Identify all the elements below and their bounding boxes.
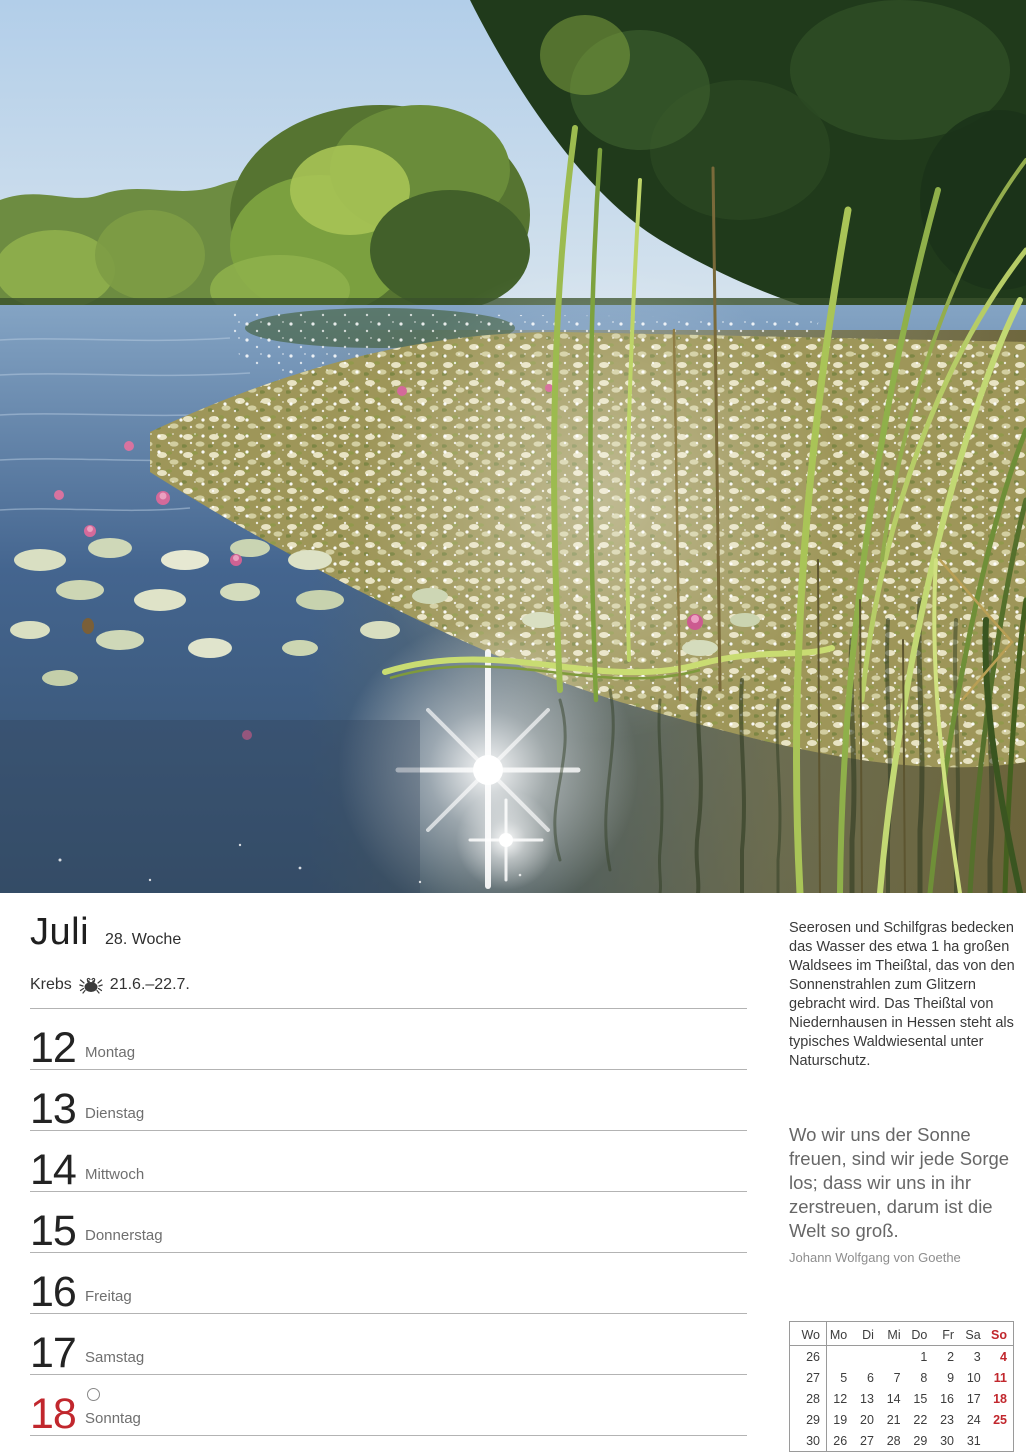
photo-description: Seerosen und Schilfgras bedecken das Wasser des etwa 1 ha großen Waldsees im Theißtal, das von den Sonnenstrahlen zum Glitzern gebracht wird. Das Theißtal von Niedernhausen in Hessen steht als typisches Waldwiesental unter Naturschutz. — [789, 920, 1015, 1069]
quote-text: Wo wir uns der Sonne freuen, sind wir jede Sorge los; dass wir uns in ihr zerstreuen, darum ist die Welt so groß. — [789, 1124, 1010, 1241]
minical-day: 18 — [993, 1391, 1007, 1406]
minical-day: 20 — [860, 1412, 874, 1427]
minical-day: 1 — [920, 1349, 928, 1364]
minical-day: 29 — [913, 1433, 928, 1448]
minical-day — [880, 1346, 907, 1368]
day-number: 14 — [30, 1145, 76, 1194]
minical-day: 22 — [913, 1412, 928, 1427]
minical-day: 6 — [866, 1370, 874, 1385]
minical-header-Sa: Sa — [965, 1327, 981, 1342]
minical-week-30 — [790, 1430, 1014, 1452]
day-name: Dienstag — [85, 1105, 145, 1122]
full-moon-icon — [87, 1388, 100, 1401]
minical-weeknumber: 28 — [790, 1388, 827, 1409]
minical-day: 4 — [1000, 1349, 1007, 1364]
minical-day: 5 — [840, 1370, 848, 1385]
minical-day: 16 — [940, 1391, 955, 1406]
minical-day: 14 — [886, 1391, 901, 1406]
minical-day: 11 — [993, 1370, 1007, 1385]
minical-day: 13 — [860, 1391, 874, 1406]
day-name: Sonntag — [85, 1410, 141, 1427]
info-column — [789, 893, 1017, 1452]
minical-day: 19 — [833, 1412, 848, 1427]
minical-day: 28 — [886, 1433, 901, 1448]
minical-header-Mi: Mi — [887, 1327, 901, 1342]
day-rows — [30, 1009, 747, 1436]
minical-day: 8 — [920, 1370, 928, 1385]
minical-week-29 — [790, 1409, 1014, 1430]
minical-day: 15 — [913, 1391, 928, 1406]
minical-day: 31 — [966, 1433, 981, 1448]
title-row — [30, 893, 747, 958]
day-number: 12 — [30, 1023, 76, 1072]
minical-header-Do: Do — [911, 1327, 928, 1342]
month-title: Juli — [30, 911, 90, 953]
minical-header-So: So — [991, 1327, 1007, 1342]
minical-weeknumber: 27 — [790, 1367, 827, 1388]
minical-week-28 — [790, 1388, 1014, 1409]
minical-day — [827, 1346, 854, 1368]
day-name: Freitag — [85, 1288, 132, 1305]
day-number: 15 — [30, 1206, 76, 1255]
minical-day: 27 — [860, 1433, 874, 1448]
minical-day: 25 — [993, 1412, 1007, 1427]
minical-weeknumber: 29 — [790, 1409, 827, 1430]
day-number: 13 — [30, 1084, 76, 1133]
quote-author: Johann Wolfgang von Goethe — [789, 1250, 961, 1265]
krebs-crab-icon — [79, 977, 103, 994]
day-number: 16 — [30, 1267, 76, 1316]
minical-day: 17 — [966, 1391, 981, 1406]
minical-day: 2 — [947, 1349, 955, 1364]
week-calendar — [30, 893, 747, 1436]
day-row-13 — [30, 1070, 747, 1131]
minical-header-Wo: Wo — [790, 1322, 827, 1346]
day-name: Mittwoch — [85, 1166, 145, 1183]
minical-header-Mo: Mo — [829, 1327, 848, 1342]
minical-day: 7 — [893, 1370, 901, 1385]
day-row-12 — [30, 1009, 747, 1070]
day-name: Donnerstag — [85, 1227, 163, 1244]
minical-week-27 — [790, 1367, 1014, 1388]
minical-day — [853, 1346, 880, 1368]
day-row-18 — [30, 1375, 747, 1436]
zodiac-name: Krebs — [30, 976, 72, 993]
day-row-16 — [30, 1253, 747, 1314]
minical-day: 26 — [833, 1433, 848, 1448]
minical-header-Fr: Fr — [942, 1327, 955, 1342]
minical-day: 12 — [833, 1391, 848, 1406]
week-label: 28. Woche — [105, 931, 182, 948]
minical-day: 10 — [966, 1370, 981, 1385]
minical-weeknumber: 26 — [790, 1346, 827, 1368]
zodiac-row — [30, 974, 747, 996]
minical-day: 3 — [973, 1349, 981, 1364]
minical-day: 23 — [940, 1412, 955, 1427]
minical-week-26 — [790, 1346, 1014, 1368]
minical-day: 21 — [886, 1412, 901, 1427]
mini-month-calendar — [789, 1321, 1014, 1452]
minical-day: 9 — [947, 1370, 955, 1385]
minical-weeknumber: 30 — [790, 1430, 827, 1452]
minical-header-Di: Di — [862, 1327, 874, 1342]
day-number: 18 — [30, 1389, 76, 1438]
minical-day: 30 — [940, 1433, 955, 1448]
zodiac-date-range: 21.6.–22.7. — [109, 976, 190, 993]
day-row-15 — [30, 1192, 747, 1253]
day-row-17 — [30, 1314, 747, 1375]
day-name: Samstag — [85, 1349, 145, 1366]
minical-day — [987, 1430, 1014, 1452]
minical-day: 24 — [966, 1412, 981, 1427]
day-number: 17 — [30, 1328, 76, 1377]
day-name: Montag — [85, 1044, 136, 1061]
day-row-14 — [30, 1131, 747, 1192]
